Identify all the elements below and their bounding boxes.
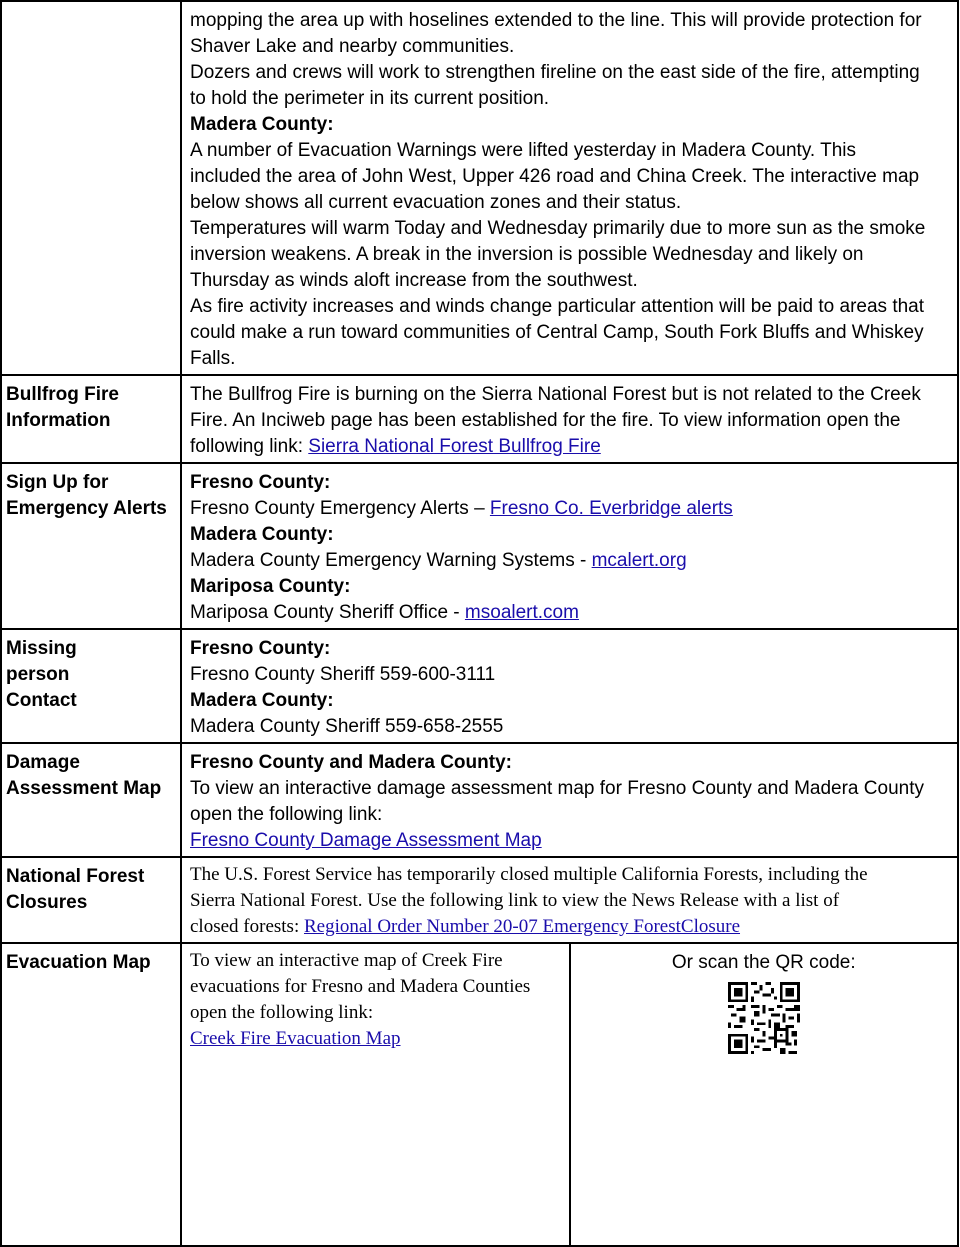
table-row-top [1,1,958,375]
forest-closure-link[interactable]: Regional Order Number 20-07 Emergency ForestClosure [303,916,741,937]
fresno-heading: Fresno County: [190,472,331,493]
forest-label [1,857,181,943]
mcalert-link[interactable]: mcalert.org [591,550,687,571]
text-line: open the following link: [190,1002,374,1023]
text-line: Dozers and crews will work to strengthen fireline on the east side of the fire, attempting [190,62,920,83]
bullfrog-fire-link[interactable]: Sierra National Forest Bullfrog Fire [308,436,601,457]
text-line: mopping the area up with hoselines extended to the line. This will provide protection for [190,10,922,31]
text-line: below shows all current evacuation zones and their status. [190,192,682,213]
label-line: Emergency Alerts [6,498,167,519]
text-line: A number of Evacuation Warnings were lifted yesterday in Madera County. This [190,140,857,161]
label-line: Bullfrog Fire [6,384,119,405]
text-line: To view an interactive map of Creek Fire [190,950,503,971]
table-row-bullfrog [1,375,958,463]
bullfrog-label [1,375,181,463]
label-line: Contact [6,690,77,711]
damage-map-link[interactable]: Fresno County Damage Assessment Map [190,830,542,851]
text-line: closed forests: [190,916,304,937]
text-line: Mariposa County Sheriff Office - [190,602,465,623]
text-line: Madera County Sheriff 559-658-2555 [190,716,504,737]
label-line: Closures [6,892,88,913]
text-line: The U.S. Forest Service has temporarily closed multiple California Forests, including the [190,864,868,885]
qr-cell [570,943,959,1246]
text-line: Thursday as winds aloft increase from the southwest. [190,270,638,291]
label-line: Evacuation Map [6,952,151,973]
missing-content [181,629,958,743]
text-line: Fire. An Inciweb page has been established for the fire. To view information open the [190,410,901,431]
missing-label [1,629,181,743]
evacuation-map-link[interactable]: Creek Fire Evacuation Map [190,1028,401,1049]
text-line: Sierra National Forest. Use the following link to view the News Release with a list of [190,890,840,911]
qr-code-icon[interactable] [728,982,800,1062]
text-line: open the following link: [190,804,383,825]
evacuation-content [181,943,570,1246]
label-line: Missing [6,638,77,659]
madera-heading: Madera County: [190,690,334,711]
text-line: Falls. [190,348,236,369]
label-line: Information [6,410,111,431]
text-line: inversion weakens. A break in the inversion is possible Wednesday and likely on [190,244,864,265]
table-row-alerts [1,463,958,629]
bullfrog-content [181,375,958,463]
damage-content [181,743,958,857]
text-line: could make a run toward communities of Central Camp, South Fork Bluffs and Whiskey [190,322,924,343]
mariposa-heading: Mariposa County: [190,576,351,597]
text-line: to hold the perimeter in its current position. [190,88,550,109]
madera-heading: Madera County: [190,114,334,135]
damage-heading: Fresno County and Madera County: [190,752,512,773]
table-row-missing [1,629,958,743]
empty-label-cell [1,1,181,375]
text-line: As fire activity increases and winds change particular attention will be paid to areas that [190,296,925,317]
damage-label [1,743,181,857]
label-line: National Forest [6,866,145,887]
alerts-label [1,463,181,629]
label-line: Damage [6,752,80,773]
evacuation-label [1,943,181,1246]
text-line: Fresno County Emergency Alerts – [190,498,490,519]
text-line: evacuations for Fresno and Madera Counties [190,976,531,997]
label-line: Sign Up for [6,472,109,493]
everbridge-link[interactable]: Fresno Co. Everbridge alerts [489,498,733,519]
text-line: Madera County Emergency Warning Systems - [190,550,592,571]
qr-caption: Or scan the QR code: [671,952,856,973]
label-line: person [6,664,70,685]
text-line: following link: [190,436,309,457]
text-line: To view an interactive damage assessment map for Fresno County and Madera County [190,778,924,799]
text-line: Shaver Lake and nearby communities. [190,36,515,57]
alerts-content [181,463,958,629]
text-line: Fresno County Sheriff 559-600-3111 [190,664,496,685]
table-row-evacuation [1,943,958,1246]
label-line: Assessment Map [6,778,162,799]
table-row-damage [1,743,958,857]
forest-content [181,857,958,943]
text-line: The Bullfrog Fire is burning on the Sierra National Forest but is not related to the Creek [190,384,921,405]
top-content-cell [181,1,958,375]
table-row-forest [1,857,958,943]
fresno-heading: Fresno County: [190,638,331,659]
text-line: included the area of John West, Upper 426 road and China Creek. The interactive map [190,166,920,187]
msoalert-link[interactable]: msoalert.com [464,602,579,623]
text-line: Temperatures will warm Today and Wednesday primarily due to more sun as the smoke [190,218,926,239]
madera-heading: Madera County: [190,524,334,545]
